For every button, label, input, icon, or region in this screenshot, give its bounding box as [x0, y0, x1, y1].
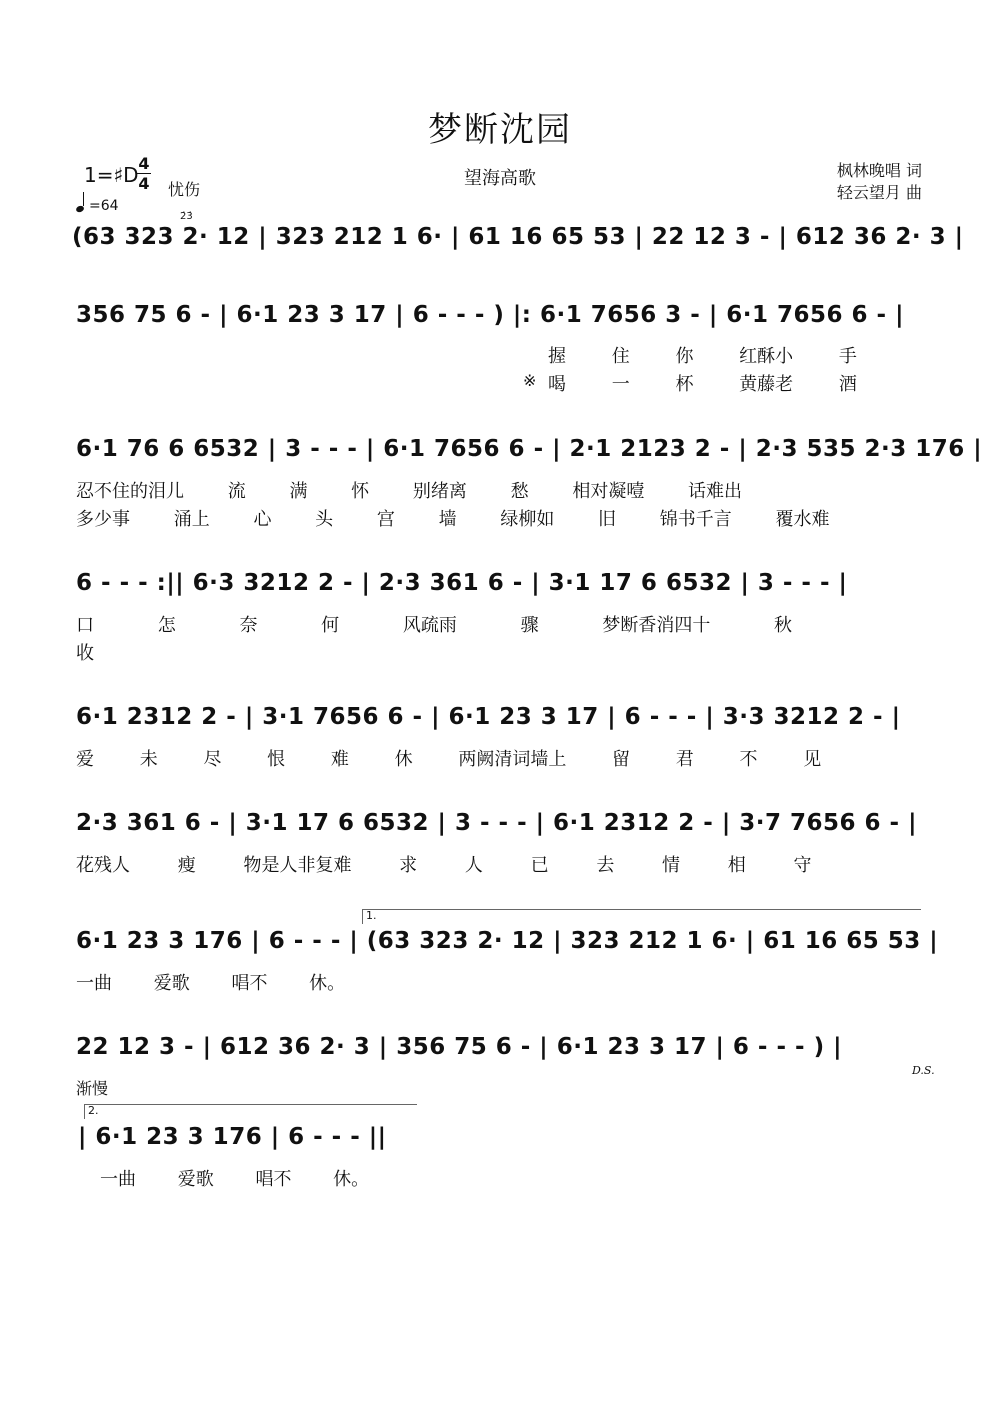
lyric-line-3-verse-2: 多少事 涌上 心 头 宫 墙 绿柳如 旧 锦书千言 覆水难: [76, 509, 830, 530]
lyric-line-2-verse-2: 喝 一 杯 黄藤老 酒: [548, 374, 857, 395]
lyric-line-4-verse-1: 口 怎 奈 何 风疏雨 骤 梦断香消四十 秋: [76, 615, 793, 636]
notation-line-6: 2·3 361 6 - | 3·1 17 6 6532 | 3 - - - | 6·1 2312 2 - | 3·7 7656 6 - |: [76, 810, 918, 836]
song-subtitle: 望海高歌: [464, 168, 536, 189]
note-stem: [83, 192, 84, 206]
second-ending-bracket: [84, 1104, 417, 1119]
song-title: 梦断沈园: [428, 110, 572, 150]
notation-line-5: 6·1 2312 2 - | 3·1 7656 6 - | 6·1 23 3 17 | 6 - - - | 3·3 3212 2 - |: [76, 704, 901, 730]
notation-line-7: 6·1 23 3 176 | 6 - - - | (63 323 2· 12 | 323 212 1 6· | 61 16 65 53 |: [76, 928, 939, 954]
notation-line-2: 356 75 6 - | 6·1 23 3 17 | 6 - - - ) |: 6·1 7656 3 - | 6·1 7656 6 - |: [76, 302, 904, 328]
meter-top: 4: [138, 154, 150, 173]
ritardando-marking: 渐慢: [76, 1079, 109, 1098]
lyric-line-9-verse-1: 一曲 爱歌 唱不 休。: [100, 1169, 370, 1190]
lyric-line-5-verse-1: 爱 未 尽 恨 难 休 两阙清词墙上 留 君 不 见: [76, 749, 822, 770]
notation-line-8: 22 12 3 - | 612 36 2· 3 | 356 75 6 - | 6·1 23 3 17 | 6 - - - ) |: [76, 1034, 842, 1060]
first-ending-bracket: [362, 909, 921, 924]
meter-bottom: 4: [138, 174, 150, 193]
mood-marking: 忧伤: [168, 180, 201, 199]
notation-line-4: 6 - - - :|| 6·3 3212 2 - | 2·3 361 6 - | 3·1 17 6 6532 | 3 - - - |: [76, 570, 848, 596]
lyric-line-6-verse-1: 花残人 瘦 物是人非复难 求 人 已 去 情 相 守: [76, 855, 812, 876]
time-signature: [137, 154, 151, 193]
lyric-line-3-verse-1: 忍不住的泪儿 流 满 怀 别绪离 愁 相对凝噎 话难出: [76, 481, 743, 502]
tempo-marking: [76, 196, 119, 214]
lyric-line-4-verse-2: 收: [76, 643, 94, 664]
lyric-line-7-verse-1: 一曲 爱歌 唱不 休。: [76, 973, 346, 994]
grace-note: 2̇3̇: [180, 211, 193, 222]
key-signature: 1=♯D: [84, 163, 139, 187]
notation-line-3: 6·1 76 6 6532 | 3 - - - | 6·1 7656 6 - | 2·1 2123 2 - | 2·3 535 2·3 176 |: [76, 436, 983, 462]
lyricist-credit: 枫林晚唱 词: [836, 161, 922, 180]
second-ending-number: 2.: [88, 1104, 99, 1117]
notation-line-9: | 6·1 23 3 176 | 6 - - - ||: [78, 1124, 387, 1150]
dal-segno-marking: D.S.: [912, 1064, 935, 1077]
tempo-value: =64: [89, 198, 119, 214]
composer-credit: 轻云望月 曲: [836, 183, 922, 202]
lyric-line-2-verse-1: 握 住 你 红酥小 手: [548, 346, 857, 367]
first-ending-number: 1.: [366, 909, 377, 922]
quarter-note-icon: [75, 205, 85, 213]
notation-line-1: (63 323 2· 12 | 323 212 1 6· | 61 16 65 53 | 22 12 3 - | 612 36 2· 3 |: [72, 224, 964, 250]
segno-marker: ※: [523, 371, 537, 390]
